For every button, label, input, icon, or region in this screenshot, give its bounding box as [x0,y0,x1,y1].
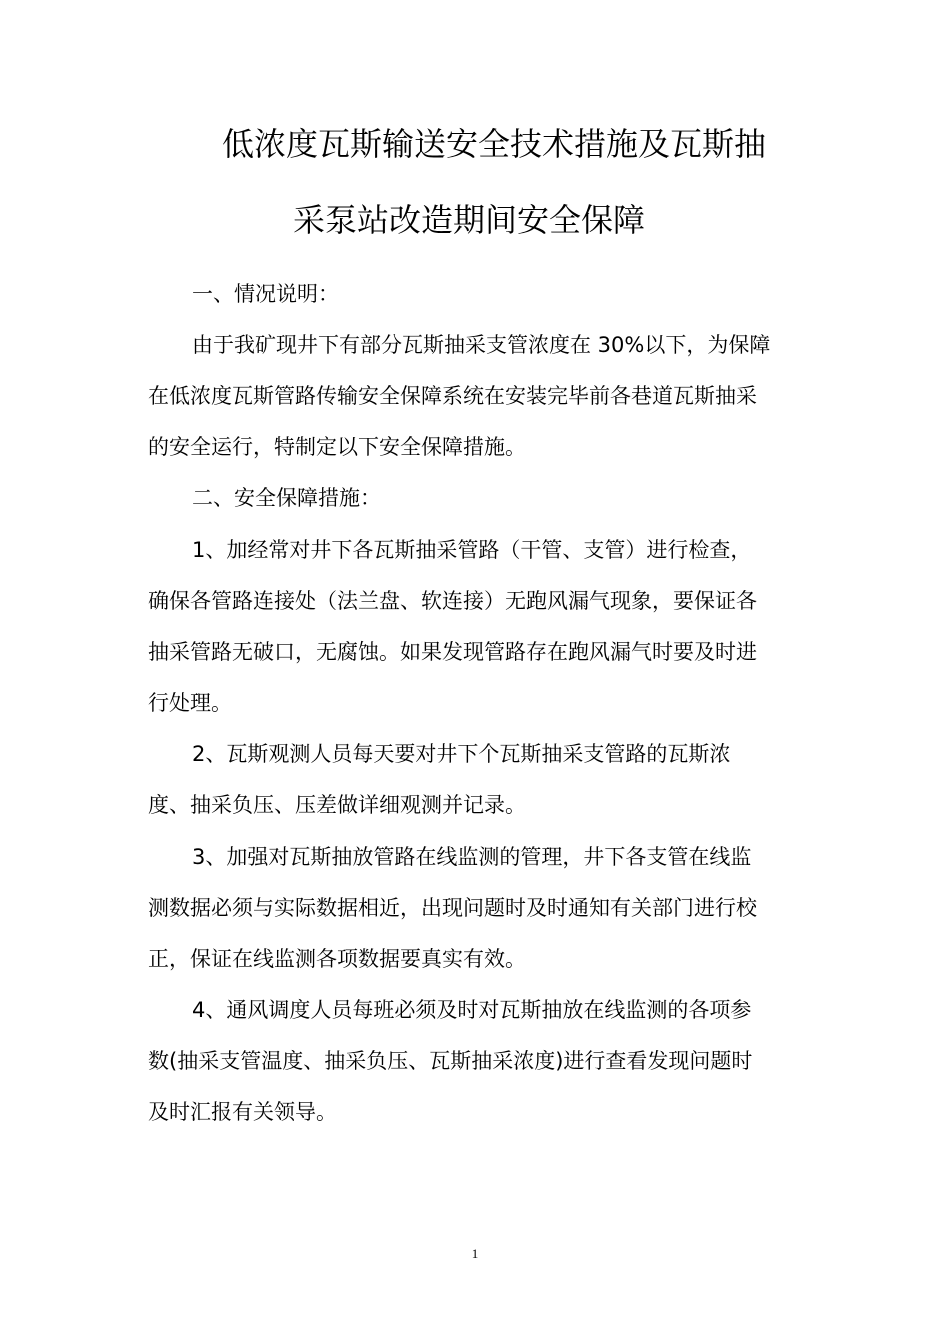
item-2-line-2: 度、抽采负压、压差做详细观测并记录。 [148,793,526,817]
item-2-line-1: 2、瓦斯观测人员每天要对井下个瓦斯抽采支管路的瓦斯浓 [192,742,731,766]
document-title-line-1: 低浓度瓦斯输送安全技术措施及瓦斯抽 [222,125,767,163]
page-number: 1 [471,1246,479,1261]
item-4-line-3: 及时汇报有关领导。 [148,1100,337,1124]
item-3-line-3: 正，保证在线监测各项数据要真实有效。 [148,947,526,971]
item-3-line-2: 测数据必须与实际数据相近，出现问题时及时通知有关部门进行校 [148,896,757,920]
paragraph-1-line-2: 在低浓度瓦斯管路传输安全保障系统在安装完毕前各巷道瓦斯抽采 [148,384,757,408]
section-heading-2: 二、安全保障措施： [192,486,381,510]
item-3-line-1: 3、加强对瓦斯抽放管路在线监测的管理，井下各支管在线监 [192,845,752,869]
item-1-line-1: 1、加经常对井下各瓦斯抽采管路（干管、支管）进行检查， [192,538,752,562]
paragraph-1-line-3: 的安全运行，特制定以下安全保障措施。 [148,435,526,459]
document-title-line-2: 采泵站改造期间安全保障 [293,201,646,239]
item-1-line-4: 行处理。 [148,691,232,715]
item-1-line-3: 抽采管路无破口，无腐蚀。如果发现管路存在跑风漏气时要及时进 [148,640,757,664]
item-1-line-2: 确保各管路连接处（法兰盘、软连接）无跑风漏气现象，要保证各 [148,589,757,613]
section-heading-1: 一、情况说明： [192,282,339,306]
paragraph-1-line-1: 由于我矿现井下有部分瓦斯抽采支管浓度在 30%以下，为保障 [192,333,771,357]
item-4-line-1: 4、通风调度人员每班必须及时对瓦斯抽放在线监测的各项参 [192,998,752,1022]
item-4-line-2: 数(抽采支管温度、抽采负压、瓦斯抽采浓度)进行查看发现问题时 [148,1049,753,1073]
